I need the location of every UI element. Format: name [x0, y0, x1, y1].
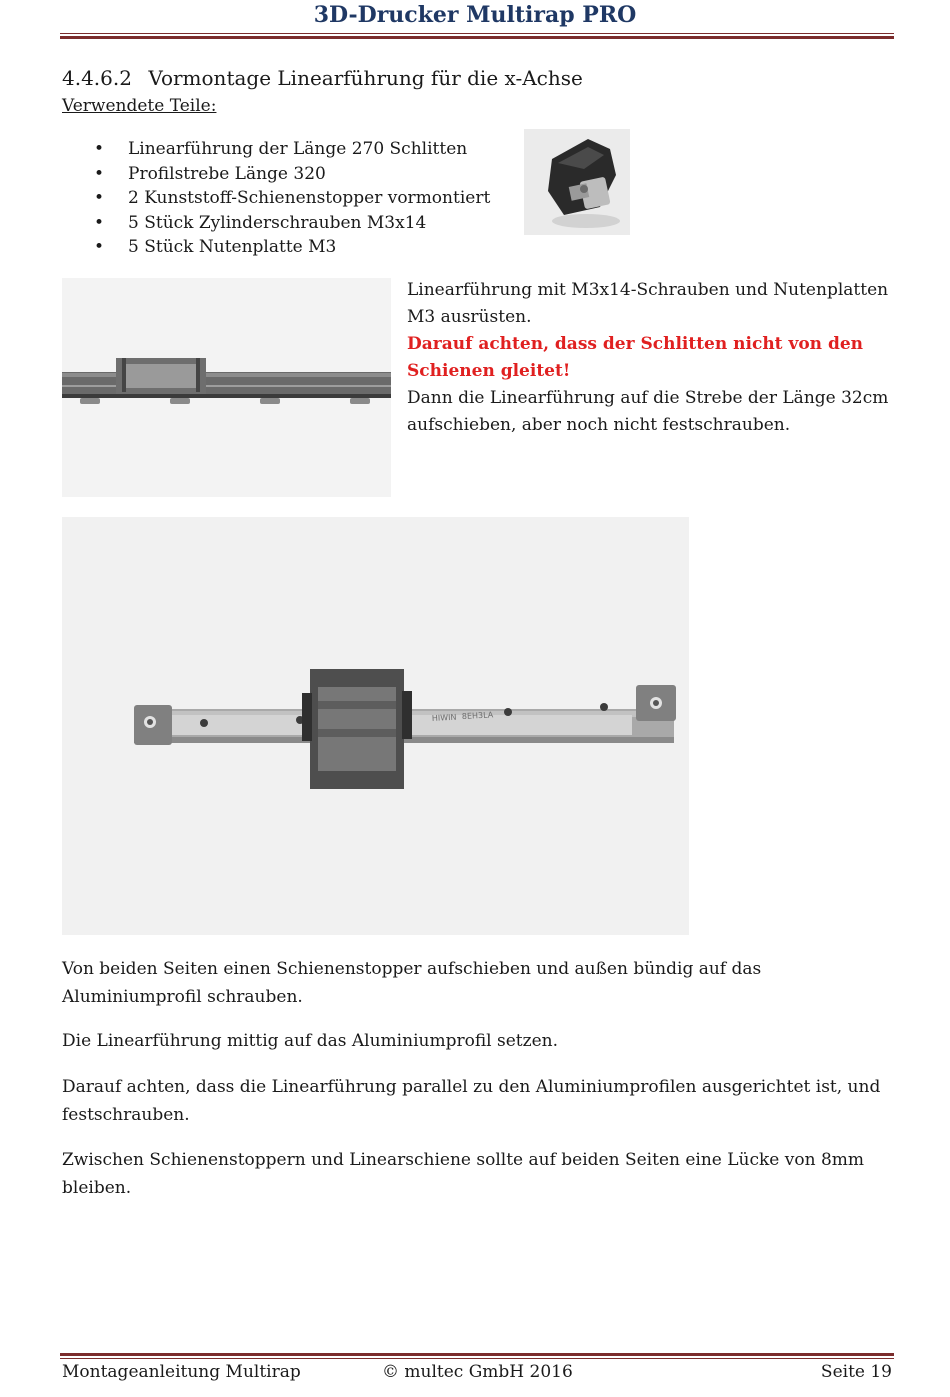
paragraph-text: Zwischen Schienenstoppern und Linearschiene sollte auf beiden Seiten eine Lücke von 8mm bleiben. — [62, 1150, 865, 1198]
rail-top-view-photo — [62, 517, 689, 935]
section-number: 4.4.6.2 — [62, 66, 132, 90]
paragraph-4 — [62, 1147, 892, 1202]
list-item: • 5 Stück Nutenplatte M3 — [62, 235, 490, 260]
footer-document-title: Montageanleitung Multirap — [62, 1362, 301, 1382]
rail-marking-left: HIWIN — [431, 712, 457, 723]
paragraph-text: Von beiden Seiten einen Schienenstopper aufschieben und außen bündig auf das Aluminiumprofil schrauben. — [62, 959, 762, 1007]
rail-side-view-photo — [62, 278, 391, 497]
rail-stopper-photo — [524, 129, 630, 235]
paragraph-3 — [62, 1074, 892, 1129]
list-item: • Profilstrebe Länge 320 — [62, 162, 490, 187]
paragraph-text: Die Linearführung mittig auf das Aluminiumprofil setzen. — [62, 1031, 558, 1051]
paragraph-text: Darauf achten, dass die Linearführung parallel zu den Aluminiumprofilen ausgerichtet ist, und festschrauben. — [62, 1077, 881, 1125]
list-item: • 5 Stück Zylinderschrauben M3x14 — [62, 211, 490, 236]
footer-page-number: Seite 19 — [820, 1362, 892, 1382]
header-rule-thick — [60, 36, 894, 39]
description-line-2: Dann die Linearführung auf die Strebe der Länge 32cm aufschieben, aber noch nicht festschrauben. — [407, 388, 889, 435]
header-rule-thin — [60, 33, 894, 34]
footer-rule-thick — [60, 1353, 894, 1356]
page-header-title: 3D-Drucker Multirap PRO — [313, 2, 637, 28]
paragraph-2 — [62, 1028, 892, 1056]
description-warning: Darauf achten, dass der Schlitten nicht von den Schienen gleitet! — [407, 334, 864, 381]
rail-marking-right: 8EH3LA — [461, 710, 494, 721]
footer-rule-thin — [60, 1358, 894, 1359]
description-line-1: Linearführung mit M3x14-Schrauben und Nutenplatten M3 ausrüsten. — [407, 280, 889, 327]
list-item: • Linearführung der Länge 270 Schlitten — [62, 137, 490, 162]
footer-copyright: © multec GmbH 2016 — [382, 1362, 573, 1382]
paragraph-1 — [62, 956, 892, 1011]
section-heading — [62, 66, 583, 90]
section-title: Vormontage Linearführung für die x-Achse — [148, 66, 583, 90]
assembly-description — [407, 277, 897, 439]
parts-list — [62, 137, 490, 260]
parts-label: Verwendete Teile: — [62, 96, 217, 116]
page-footer — [62, 1362, 892, 1388]
list-item: • 2 Kunststoff-Schienenstopper vormontiert — [62, 186, 490, 211]
